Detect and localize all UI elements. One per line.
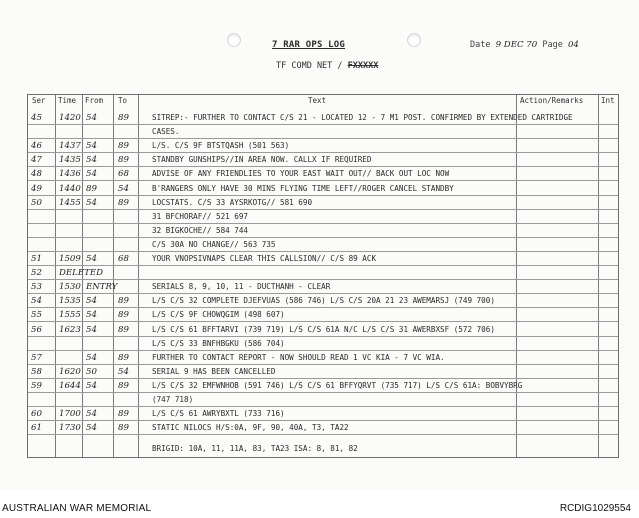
cell-ser: 61 xyxy=(31,423,42,434)
cell-to: 54 xyxy=(118,366,129,377)
cell-to: 89 xyxy=(118,141,129,152)
cell-to: 54 xyxy=(118,183,129,194)
cell-text: C/S 30A NO CHANGE// 563 735 xyxy=(152,239,276,249)
table-row xyxy=(28,196,618,210)
cell-from: ENTRY xyxy=(86,282,118,293)
cell-time: 1509 xyxy=(59,254,81,264)
cell-text: L/S C/S 61 AWRYBXTL (733 716) xyxy=(152,409,285,419)
cell-from: 54 xyxy=(86,324,97,335)
table-row xyxy=(28,224,618,238)
cell-text: 32 BIGKOCHE// 584 744 xyxy=(152,225,249,235)
cell-from: 54 xyxy=(86,296,97,307)
cell-text: SERIAL 9 HAS BEEN CANCELLED xyxy=(152,366,276,376)
cell-from: 54 xyxy=(86,155,97,166)
col-header-ser: Ser xyxy=(32,96,46,105)
page-value: 04 xyxy=(567,40,579,50)
date-value: 9 DEC 70 xyxy=(495,40,538,50)
table-row xyxy=(28,280,618,294)
footer-source: AUSTRALIAN WAR MEMORIAL xyxy=(2,503,152,514)
cell-time: DELETED xyxy=(59,268,104,279)
table-row xyxy=(28,210,618,224)
cell-text: SITREP:- FURTHER TO CONTACT C/S 21 - LOCATED 12 - 7 M1 POST. CONFIRMED BY EXTENDED CARTRIDGE xyxy=(152,113,573,122)
table-row xyxy=(28,421,618,435)
cell-from: 54 xyxy=(86,169,97,180)
cell-ser: 53 xyxy=(31,282,42,293)
cell-ser: 45 xyxy=(31,113,42,123)
net-name: TF COMD NET / xyxy=(276,61,343,71)
cell-to: 89 xyxy=(118,409,129,420)
cell-time: 1644 xyxy=(59,380,81,391)
table-row xyxy=(28,266,618,280)
cell-time: 1435 xyxy=(59,155,81,166)
cell-to: 89 xyxy=(118,423,129,434)
cell-text: L/S C/S 9F CHOWQGIM (498 607) xyxy=(152,310,285,320)
cell-time: 1420 xyxy=(59,113,81,123)
col-header-to: To xyxy=(118,96,128,105)
cell-text: B'RANGERS ONLY HAVE 30 MINS FLYING TIME LEFT//ROGER CANCEL STANDBY xyxy=(152,183,454,193)
table-row xyxy=(28,139,618,153)
cell-text: L/S C/S 32 EMFWNHOB (591 746) L/S C/S 61 BFFYQRVT (735 717) L/S C/S 61A: BOBVYBRG xyxy=(152,380,523,390)
cell-to: 89 xyxy=(118,296,129,307)
cell-ser: 57 xyxy=(31,352,42,363)
cell-text: L/S C/S 33 BNFHBGKU (586 704) xyxy=(152,338,285,348)
cell-from: 54 xyxy=(86,423,97,434)
cell-ser: 54 xyxy=(31,296,42,307)
cell-to: 89 xyxy=(118,310,129,321)
table-row xyxy=(28,323,618,337)
cell-text: STATIC NILOCS H/S:0A, 9F, 90, 40A, T3, TA22 xyxy=(152,423,349,433)
brigid-line: BRIGID: 10A, 11, 11A, 83, TA23 ISA: 8, 81, 82 xyxy=(152,444,358,453)
cell-ser: 47 xyxy=(31,155,42,166)
table-row xyxy=(28,365,618,379)
cell-to: 68 xyxy=(118,169,129,180)
cell-from: 54 xyxy=(86,380,97,391)
table-row xyxy=(28,125,618,139)
table-row xyxy=(28,393,618,407)
cell-to: 68 xyxy=(118,254,129,264)
cell-text: STANDBY GUNSHIPS//IN AREA NOW. CALLX IF REQUIRED xyxy=(152,155,372,165)
cell-to: 89 xyxy=(118,324,129,335)
cell-to: 89 xyxy=(118,352,129,363)
cell-text: YOUR VNOPSIVNAPS CLEAR THIS CALLSION// C/S 89 ACK xyxy=(152,254,377,263)
log-title: 7 RAR OPS LOG xyxy=(272,40,346,50)
table-row xyxy=(28,308,618,322)
cell-time: 1700 xyxy=(59,409,81,420)
cell-ser: 48 xyxy=(31,169,42,180)
cell-from: 54 xyxy=(86,197,97,208)
footer-reference: RCDIG1029554 xyxy=(559,503,631,514)
brigid-row xyxy=(28,442,618,456)
cell-ser: 51 xyxy=(31,254,42,264)
cell-time: 1535 xyxy=(59,296,81,307)
table-row xyxy=(28,337,618,351)
cell-text: (747 718) xyxy=(152,395,194,404)
cell-time: 1620 xyxy=(59,366,81,377)
col-header-time: Time xyxy=(58,96,77,105)
cell-ser: 58 xyxy=(31,366,42,377)
cell-text: 31 BFCHORAF// 521 697 xyxy=(152,211,249,221)
cell-text: LOCSTATS. C/S 33 AYSRKOTG// 581 690 xyxy=(152,197,313,207)
cell-from: 89 xyxy=(86,183,97,194)
cell-from: 54 xyxy=(86,141,97,152)
col-header-action: Action/Remarks xyxy=(520,96,584,105)
col-header-int: Int xyxy=(601,96,615,105)
cell-ser: 56 xyxy=(31,324,42,335)
table-row xyxy=(28,182,618,196)
cell-text: CASES. xyxy=(152,127,180,137)
cell-time: 1455 xyxy=(59,197,81,208)
cell-text: ADVISE OF ANY FRIENDLIES TO YOUR EAST WAIT OUT// BACK OUT LOC NOW xyxy=(152,169,450,179)
net-subtitle xyxy=(276,61,378,71)
table-row xyxy=(28,379,618,393)
cell-to: 89 xyxy=(118,380,129,391)
cell-time: 1555 xyxy=(59,310,81,321)
cell-time: 1437 xyxy=(59,141,81,152)
date-page-block xyxy=(470,40,579,50)
cell-ser: 49 xyxy=(31,183,42,194)
cell-time: 1530 xyxy=(59,282,81,293)
col-header-text: Text xyxy=(308,96,327,105)
cell-ser: 50 xyxy=(31,197,42,208)
table-row xyxy=(28,351,618,365)
cell-text: SERIALS 8, 9, 10, 11 - DUCTHANH - CLEAR xyxy=(152,282,331,292)
cell-time: 1730 xyxy=(59,423,81,434)
cell-from: 50 xyxy=(86,366,97,377)
cell-text: L/S. C/S 9F BTSTQASH (501 563) xyxy=(152,141,290,151)
cell-from: 54 xyxy=(86,409,97,420)
cell-text: FURTHER TO CONTACT REPORT - NOW SHOULD READ 1 VC KIA - 7 VC WIA. xyxy=(152,352,445,362)
cell-from: 54 xyxy=(86,352,97,363)
punch-hole xyxy=(227,33,241,47)
cell-ser: 46 xyxy=(31,141,42,152)
table-row xyxy=(28,167,618,181)
col-header-from: From xyxy=(85,96,104,105)
cell-to: 89 xyxy=(118,155,129,166)
table-row xyxy=(28,238,618,252)
struck-net-name: FXXXXX xyxy=(347,61,379,71)
cell-to: 89 xyxy=(118,113,129,123)
cell-ser: 55 xyxy=(31,310,42,321)
table-row xyxy=(28,111,618,125)
table-row xyxy=(28,252,618,266)
cell-ser: 60 xyxy=(31,409,42,420)
table-row xyxy=(28,407,618,421)
ops-log-table xyxy=(27,94,619,458)
cell-from: 54 xyxy=(86,254,97,264)
cell-from: 54 xyxy=(86,310,97,321)
cell-to: 89 xyxy=(118,197,129,208)
table-row xyxy=(28,153,618,167)
cell-from: 54 xyxy=(86,113,97,123)
cell-time: 1623 xyxy=(59,324,81,335)
cell-ser: 52 xyxy=(31,268,42,279)
cell-ser: 59 xyxy=(31,380,42,391)
date-label: Date xyxy=(470,40,491,50)
table-row xyxy=(28,294,618,308)
cell-text: L/S C/S 61 BFFTARVI (739 719) L/S C/S 61A N/C L/S C/S 31 AWERBXSF (572 706) xyxy=(152,324,495,334)
cell-text: L/S C/S 32 COMPLETE DJEFVUAS (586 746) L/S C/S 20A 21 23 AWEMARSJ (749 700) xyxy=(152,296,495,306)
punch-hole xyxy=(407,33,421,47)
cell-time: 1436 xyxy=(59,169,81,180)
cell-time: 1440 xyxy=(59,183,81,194)
page-label: Page xyxy=(542,40,563,50)
